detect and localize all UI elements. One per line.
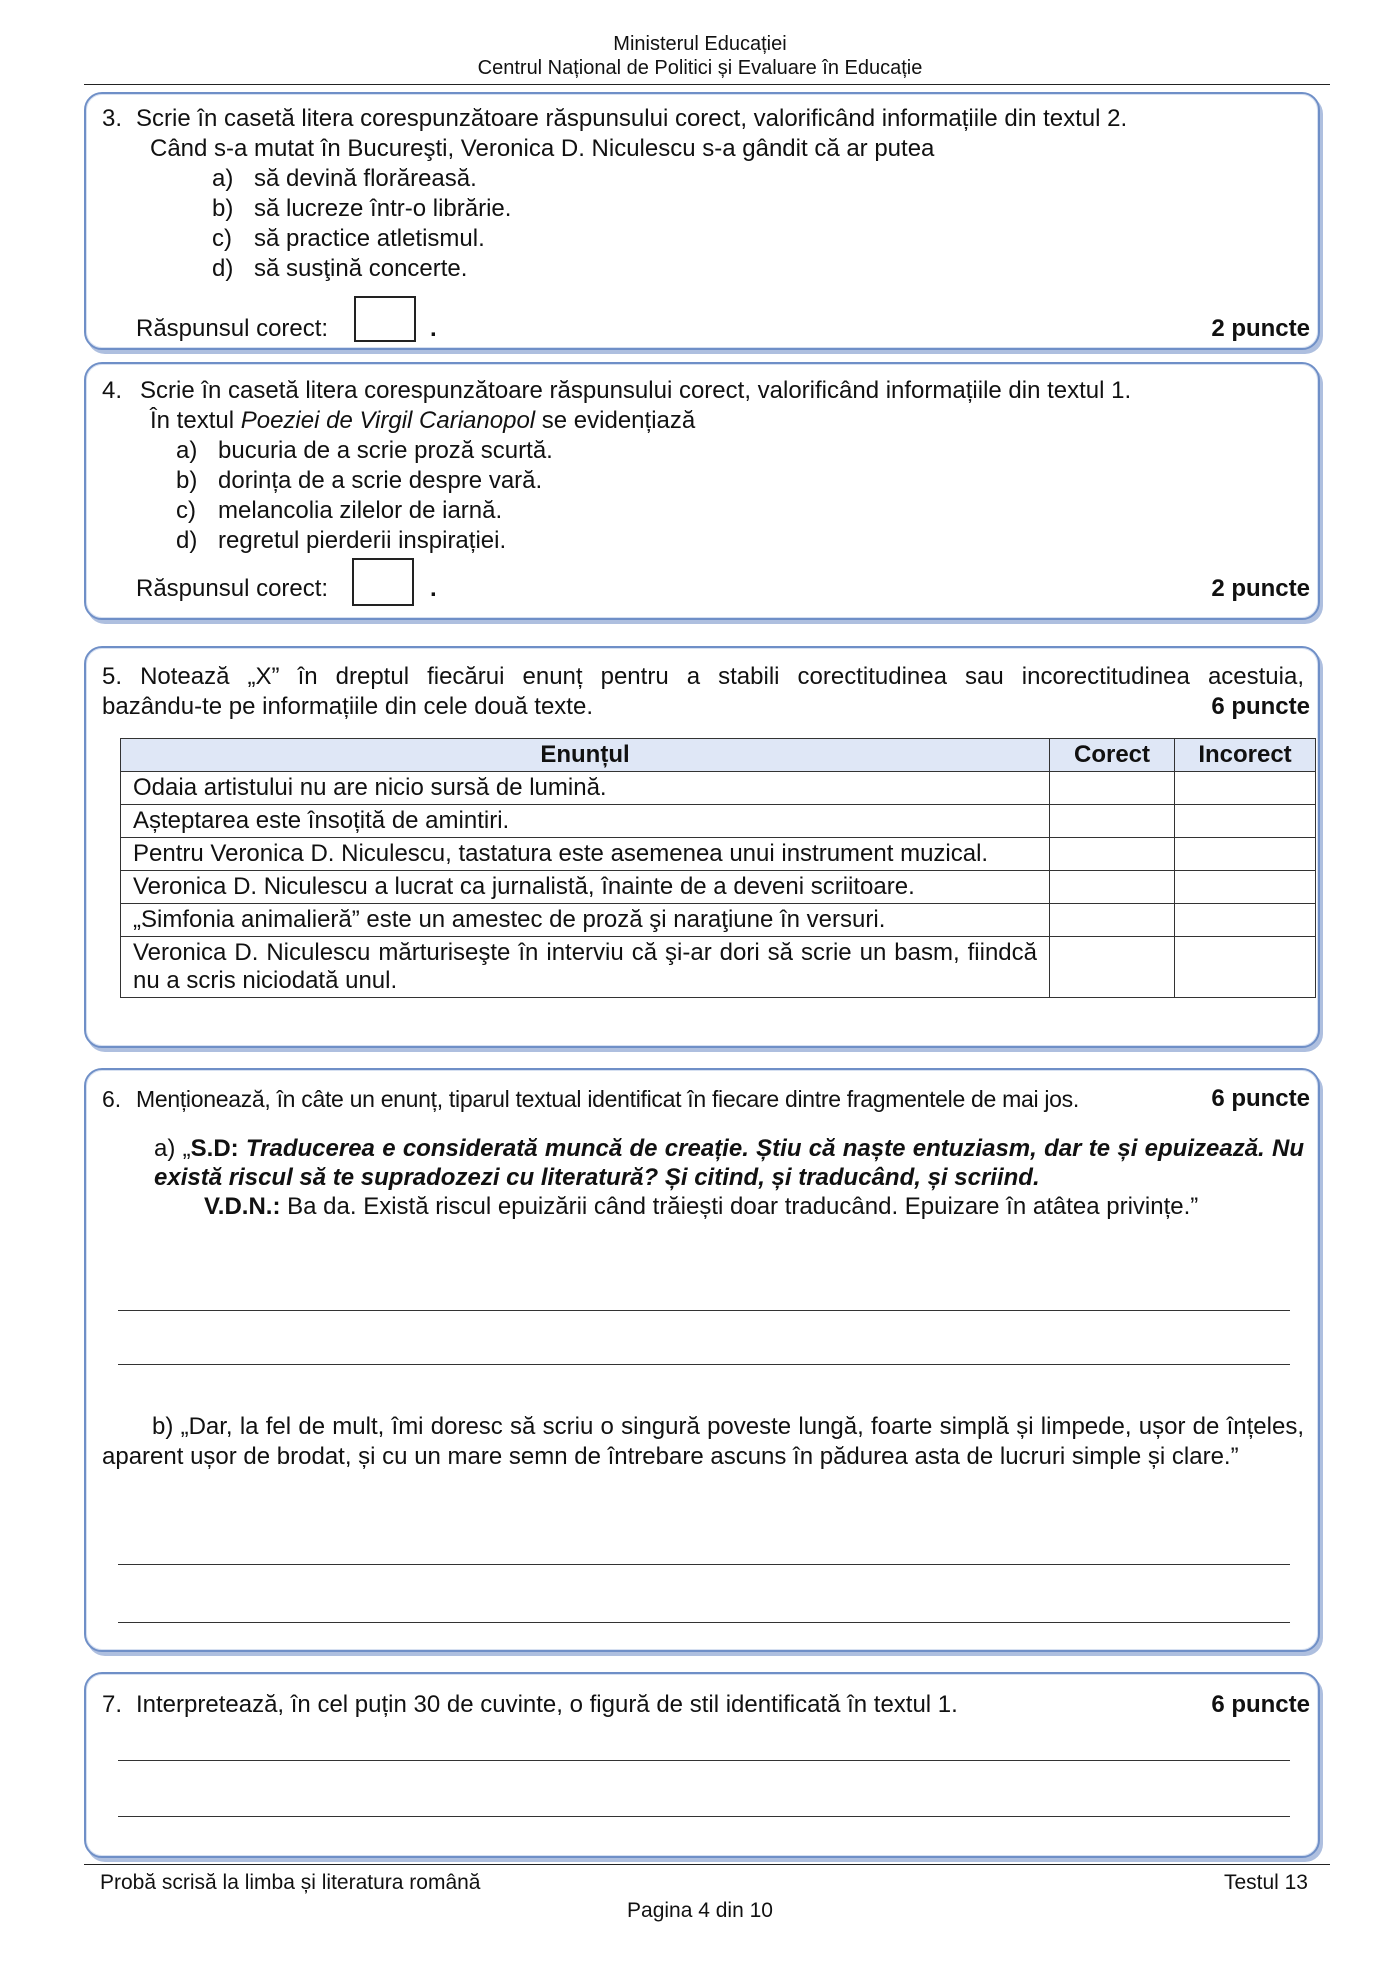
statement-cell: Veronica D. Niculescu a lucrat ca jurnalistă, înainte de a deveni scriitoare. (121, 871, 1050, 904)
q3-answer-label: Răspunsul corect: (136, 315, 329, 342)
question-6-box (84, 1068, 1320, 1652)
footer-test-number: Testul 13 (1223, 1871, 1308, 1894)
answer-line[interactable] (118, 1816, 1290, 1817)
q3-option-letter: b) (212, 195, 234, 222)
q6-a-answer: Ba da. Există riscul epuizării când trăiești doar traducând. Epuizare în atâtea privințe.” (280, 1193, 1199, 1220)
answer-line[interactable] (118, 1564, 1290, 1565)
incorrect-cell[interactable] (1175, 805, 1316, 838)
column-header-incorrect: Incorect (1175, 739, 1316, 772)
q4-option-text: bucuria de a scrie proză scurtă. (218, 437, 553, 464)
q5-points: 6 puncte (1211, 693, 1310, 720)
correct-cell[interactable] (1050, 937, 1175, 998)
q4-option-letter: c) (176, 497, 196, 524)
q4-answer-label: Răspunsul corect: (136, 575, 329, 602)
table-row (121, 937, 1316, 998)
table-row (121, 871, 1316, 904)
q3-option-letter: a) (212, 165, 234, 192)
q4-option-text: dorința de a scrie despre vară. (218, 467, 543, 494)
q4-points: 2 puncte (1211, 575, 1310, 602)
question-5-box (84, 646, 1320, 1048)
q6-number: 6. (102, 1086, 122, 1112)
q3-option-text: să devină florăreasă. (254, 165, 477, 192)
header-center: Centrul Național de Politici și Evaluare în Educație (477, 57, 923, 79)
statement-cell: Veronica D. Niculescu mărturiseşte în interviu că şi-ar dori să scrie un basm, fiindcă nu a scris niciodată unul. (121, 937, 1050, 998)
correct-cell[interactable] (1050, 904, 1175, 937)
incorrect-cell[interactable] (1175, 937, 1316, 998)
correct-cell[interactable] (1050, 871, 1175, 904)
q6-fragment-b: b) „Dar, la fel de mult, îmi doresc să scriu o singură poveste lungă, foarte simplă și limpede, ușor de înțeles, aparent ușor de brodat, și cu un mare semn de întrebare ascuns în pădurea asta de lucruri simple și clare.” (102, 1413, 1304, 1470)
table-row (121, 904, 1316, 937)
table-header-row (121, 739, 1316, 772)
q7-number: 7. (102, 1691, 123, 1718)
q4-option-letter: d) (176, 527, 198, 554)
table-row (121, 772, 1316, 805)
q4-answer-dot: . (430, 575, 437, 602)
q3-answer-box[interactable] (354, 296, 416, 342)
statement-cell: „Simfonia animalieră” este un amestec de proză şi naraţiune în versuri. (121, 904, 1050, 937)
table-row (121, 838, 1316, 871)
statements-table (120, 738, 1316, 998)
question-3-box (84, 92, 1320, 350)
q4-option-letter: b) (176, 467, 198, 494)
answer-line[interactable] (118, 1364, 1290, 1365)
column-header-correct: Corect (1050, 739, 1175, 772)
q4-poem-title: Poeziei de Virgil Carianopol (240, 407, 536, 434)
correct-cell[interactable] (1050, 805, 1175, 838)
incorrect-cell[interactable] (1175, 772, 1316, 805)
footer-exam-title: Probă scrisă la limba și literatura română (100, 1871, 481, 1894)
q3-answer-dot: . (430, 315, 437, 342)
answer-line[interactable] (118, 1310, 1290, 1311)
q4-option-letter: a) (176, 437, 198, 464)
header-ministry: Ministerul Educației (613, 33, 787, 55)
incorrect-cell[interactable] (1175, 904, 1316, 937)
q3-option-text: să practice atletismul. (254, 225, 485, 252)
q6-points: 6 puncte (1211, 1085, 1310, 1112)
q4-answer-box[interactable] (352, 558, 414, 606)
q6-a-speaker-sd: S.D: (190, 1135, 239, 1162)
statement-cell: Odaia artistului nu are nicio sursă de lumină. (121, 772, 1050, 805)
table-row (121, 805, 1316, 838)
incorrect-cell[interactable] (1175, 838, 1316, 871)
q3-number: 3. (102, 105, 123, 132)
header-divider (84, 84, 1330, 85)
q4-number: 4. (102, 377, 123, 404)
q5-prompt-line2: bazându-te pe informațiile din cele două texte. (102, 693, 593, 720)
q6-a-question: Traducerea e considerată muncă de creație. Știu că naște entuziasm, dar te și epuizează. Nu există riscul să te supradozezi cu literatură? Și citind, și traducând, și scriind. (154, 1135, 1305, 1191)
q7-points: 6 puncte (1211, 1691, 1310, 1718)
q3-option-letter: d) (212, 255, 234, 282)
column-header-statement: Enunțul (121, 739, 1050, 772)
q3-option-letter: c) (212, 225, 232, 252)
question-7-box (84, 1672, 1320, 1858)
q6-fragment-a: a) „S.D: Traducerea e considerată muncă de creație. Știu că naște entuziasm, dar te și epuizează. Nu există riscul să te supradozezi cu literatură? Și citind, și traducând, și scriind. V.D.N.: Ba da. Există riscul epuizării când trăiești doar traducând. Epuizare în atâtea privințe.” (154, 1135, 1305, 1220)
footer-page-number: Pagina 4 din 10 (627, 1899, 773, 1922)
q3-stem: Când s-a mutat în Bucureşti, Veronica D. Niculescu s-a gândit că ar putea (150, 135, 935, 162)
q3-option-text: să susţină concerte. (254, 255, 468, 282)
statement-cell: Pentru Veronica D. Niculescu, tastatura este asemenea unui instrument muzical. (121, 838, 1050, 871)
q4-option-text: melancolia zilelor de iarnă. (218, 497, 503, 524)
incorrect-cell[interactable] (1175, 871, 1316, 904)
q4-option-text: regretul pierderii inspirației. (218, 527, 507, 554)
question-4-box (84, 362, 1320, 620)
q3-option-text: să lucreze într-o librărie. (254, 195, 512, 222)
q6-prompt: Menționează, în câte un enunț, tiparul textual identificat în fiecare dintre fragmentele de mai jos. (136, 1086, 1079, 1112)
answer-line[interactable] (118, 1622, 1290, 1623)
q7-prompt: Interpretează, în cel puțin 30 de cuvinte, o figură de stil identificată în textul 1. (136, 1691, 958, 1718)
footer-divider (84, 1864, 1330, 1865)
correct-cell[interactable] (1050, 838, 1175, 871)
q3-prompt: Scrie în casetă litera corespunzătoare răspunsului corect, valorificând informațiile din textul 2. (136, 105, 1128, 132)
q6-a-speaker-vdn: V.D.N.: (204, 1193, 281, 1220)
correct-cell[interactable] (1050, 772, 1175, 805)
answer-line[interactable] (118, 1760, 1290, 1761)
q4-stem: În textul Poeziei de Virgil Carianopol se evidențiază (150, 407, 696, 434)
q3-points: 2 puncte (1211, 315, 1310, 342)
q4-prompt: Scrie în casetă litera corespunzătoare răspunsului corect, valorificând informațiile din textul 1. (140, 377, 1132, 404)
q5-prompt-line1: 5. Notează „X” în dreptul fiecărui enunț pentru a stabili corectitudinea sau incorectitudinea acestuia, (102, 663, 1304, 690)
statement-cell: Așteptarea este însoțită de amintiri. (121, 805, 1050, 838)
